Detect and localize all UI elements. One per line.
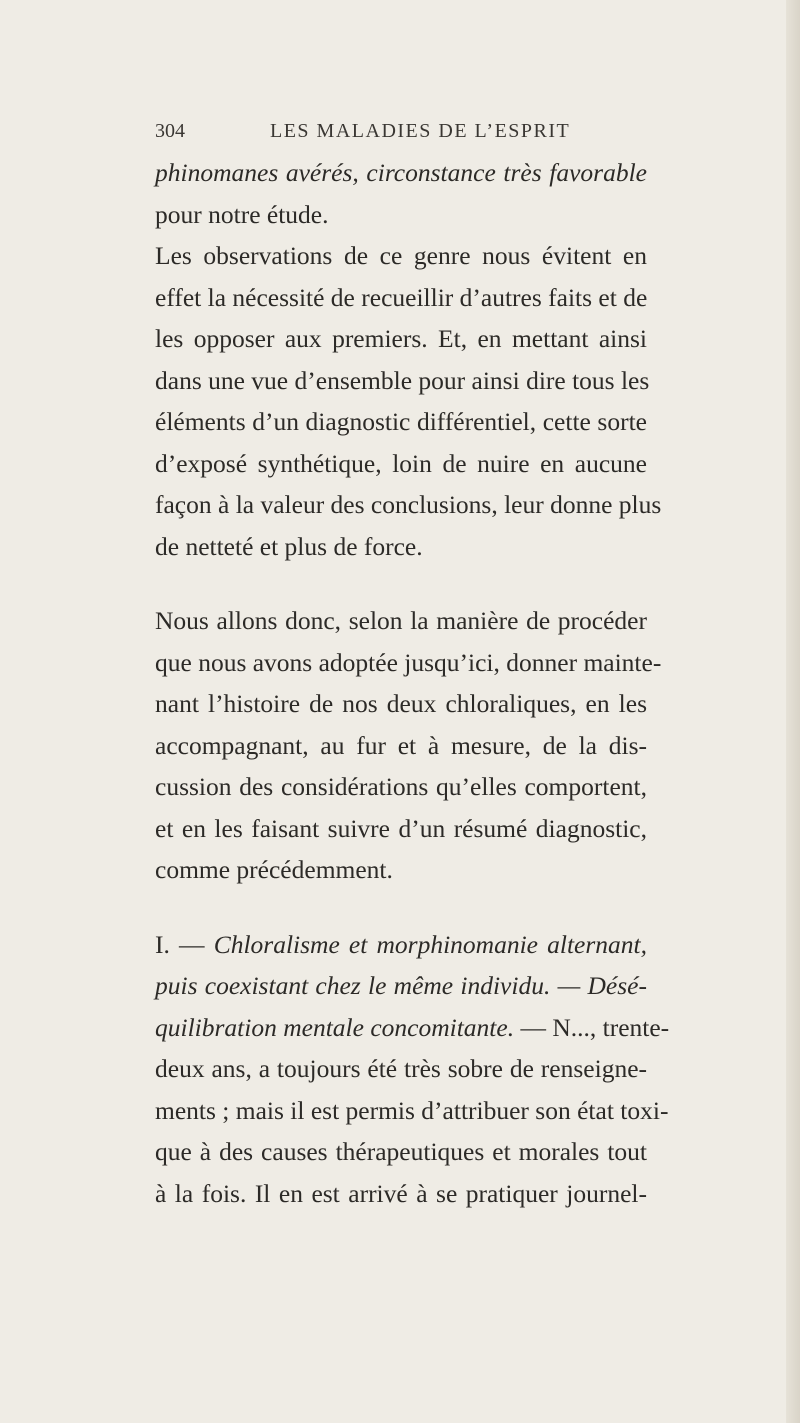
page-number: 304	[155, 120, 185, 142]
text-line: que nous avons adoptée jusqu’ici, donner mainte-	[155, 647, 662, 677]
section-title: puis coexistant chez le même individu. — Désé-	[155, 971, 647, 1000]
section-heading-line	[155, 1007, 670, 1049]
text-line: de netteté et plus de force.	[155, 531, 423, 561]
paragraph-3	[155, 600, 662, 891]
text-line: à la fois. Il en est arrivé à se pratiquer journel-	[155, 1178, 647, 1208]
text-line: nant l’histoire de nos deux chloraliques, en les	[155, 689, 647, 718]
running-head: LES MALADIES DE L’ESPRIT	[270, 120, 571, 142]
text-line: ments ; mais il est permis d’attribuer son état toxi-	[155, 1095, 669, 1125]
text-line: façon à la valeur des conclusions, leur donne plus	[155, 490, 662, 519]
page-header	[155, 120, 675, 156]
text-line: Les observations de ce genre nous évitent en	[155, 241, 647, 270]
text-line: pour notre étude.	[155, 199, 329, 229]
section-number: I. —	[155, 929, 214, 959]
text-line: effet la nécessité de recueillir d’autres faits et de	[155, 282, 648, 312]
text-line: cussion des considérations qu’elles comportent,	[155, 772, 647, 801]
text-line-content: phinomanes avérés, circonstance très favorable	[155, 158, 647, 187]
section-heading-line	[155, 924, 647, 966]
section-title: quilibration mentale concomitante.	[155, 1012, 515, 1042]
page-edge	[786, 0, 800, 1423]
body-text	[155, 152, 670, 1214]
paragraph-2	[155, 235, 662, 567]
paragraph-1	[155, 152, 647, 235]
text-line: accompagnant, au fur et à mesure, de la dis-	[155, 730, 647, 760]
section-text: — N..., trente-	[514, 1012, 670, 1042]
text-line: comme précédemment.	[155, 855, 393, 884]
text-line: dans une vue d’ensemble pour ainsi dire tous les	[155, 365, 650, 395]
text-line: d’exposé synthétique, loin de nuire en aucune	[155, 448, 647, 478]
text-line: deux ans, a toujours été très sobre de renseigne-	[155, 1054, 647, 1083]
paragraph-4	[155, 924, 670, 1215]
text-line: les opposer aux premiers. Et, en mettant ainsi	[155, 324, 647, 353]
section-heading-line	[155, 965, 647, 1007]
text-line: éléments d’un diagnostic différentiel, cette sorte	[155, 407, 647, 436]
text-line: et en les faisant suivre d’un résumé diagnostic,	[155, 813, 647, 843]
text-line: que à des causes thérapeutiques et morales tout	[155, 1137, 647, 1166]
section-title: Chloralisme et morphinomanie alternant,	[213, 929, 648, 959]
text-line	[155, 152, 647, 194]
text-line: Nous allons donc, selon la manière de procéder	[155, 606, 647, 635]
